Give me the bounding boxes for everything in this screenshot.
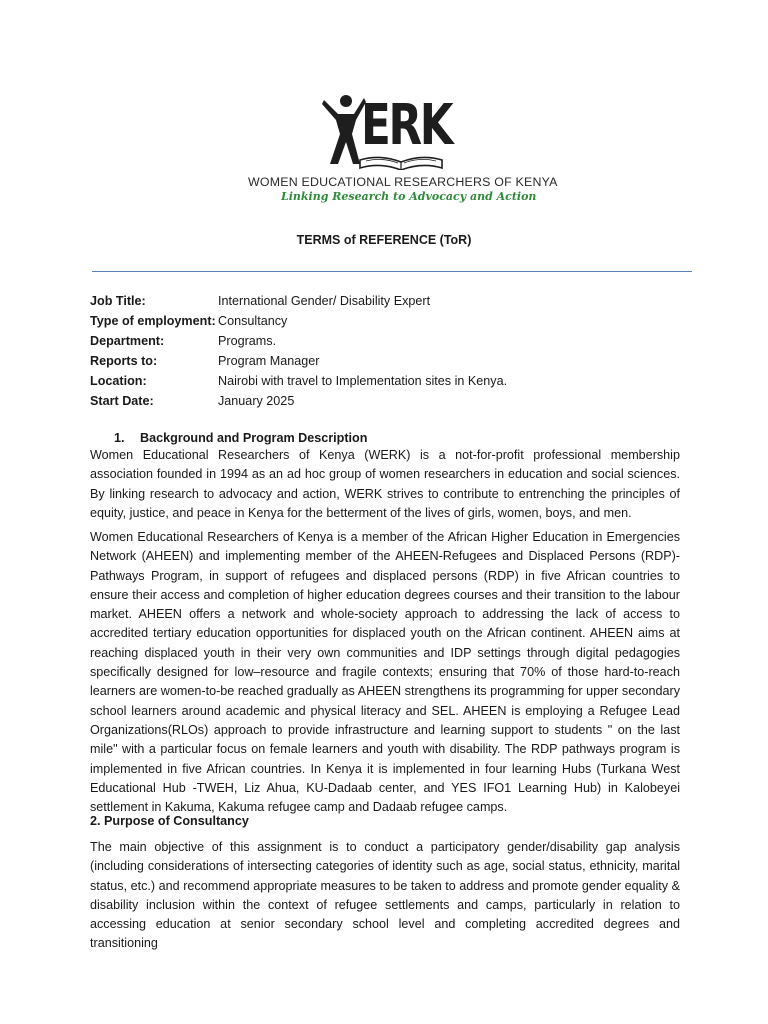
detail-label: Type of employment:: [90, 314, 216, 328]
org-name: WOMEN EDUCATIONAL RESEARCHERS OF KENYA: [248, 175, 558, 189]
werk-logo: [248, 93, 558, 203]
detail-label: Department:: [90, 334, 165, 348]
detail-label: Location:: [90, 374, 147, 388]
section-2-heading: 2. Purpose of Consultancy: [90, 814, 249, 828]
detail-value: Consultancy: [218, 314, 288, 328]
book-icon: [358, 154, 444, 170]
detail-value: Nairobi with travel to Implementation sites in Kenya.: [218, 374, 508, 388]
detail-label: Start Date:: [90, 394, 154, 408]
section-1-heading: [114, 431, 367, 445]
logo-letters: ERK: [361, 93, 452, 158]
detail-label: Job Title:: [90, 294, 146, 308]
document-title: TERMS of REFERENCE (ToR): [296, 233, 472, 247]
section-title: Background and Program Description: [140, 431, 368, 445]
purpose-paragraph: The main objective of this assignment is to conduct a participatory gender/disability gap analysis (including considerations of intersecting categories of identity such as age, social status, ethnicity, marital status, etc.) and recommend appropriate measures to be taken to address and promote gender equality & disability inclusion within the context of refugee settlements and camps, particularly in relation to accessing education at senior secondary school level and completing accredited degrees and transitioning: [90, 840, 680, 951]
detail-label: Reports to:: [90, 354, 158, 368]
background-paragraph-2: Women Educational Researchers of Kenya is a member of the African Higher Education in Emergencies Network (AHEEN) and implementing member of the AHEEN-Refugees and Displaced Persons (RDP)-Pathways Program, in support of refugees and displaced persons (RDP) in five African countries to ensure their access and completion of higher education degrees courses and their transition to the labour market. AHEEN offers a network and whole-society approach to addressing the lack of access to accredited tertiary education opportunities for displaced youth on the African continent. AHEEN aims at reaching displaced youth in their very own communities and IDP settings through digital pedagogies specifically designed for low–resource and fragile contexts; ensuring that 70% of those hard-to-reach learners are women-to-be reached gradually as AHEEN strengthens its programming for upper secondary school learners around academic and physical literacy and SEL. AHEEN is employing a Refugee Lead Organizations(RLOs) approach to provide infrastructure and learning support to students " on the last mile" with a particular focus on female learners and youth with disability. The RDP pathways program is implemented in five African countries. In Kenya it is implemented in four learning Hubs (Turkana West Educational Hub -TWEH, Liz Ahua, KU-Dadaab center, and YES IFO1 Learning Hub) in Kalobeyei settlement in Kakuma, Kakuma refugee camp and Dadaab refugee camps.: [90, 530, 680, 815]
title-divider: [92, 271, 692, 272]
detail-value: International Gender/ Disability Expert: [218, 294, 431, 308]
logo-mark: [248, 94, 520, 176]
section-number: 1.: [114, 431, 125, 445]
detail-value: Programs.: [218, 334, 277, 348]
detail-value: Program Manager: [218, 354, 320, 368]
tagline: Linking Research to Advocacy and Action: [281, 190, 537, 203]
detail-value: January 2025: [218, 394, 295, 408]
background-paragraph-1: Women Educational Researchers of Kenya (WERK) is a not-for-profit professional membership association founded in 1994 as an ad hoc group of women researchers in education and social sciences. By linking research to advocacy and action, WERK strives to contribute to entrenching the principles of equity, justice, and peace in Kenya for the betterment of the lives of girls, women, boys, and men.: [90, 448, 680, 520]
